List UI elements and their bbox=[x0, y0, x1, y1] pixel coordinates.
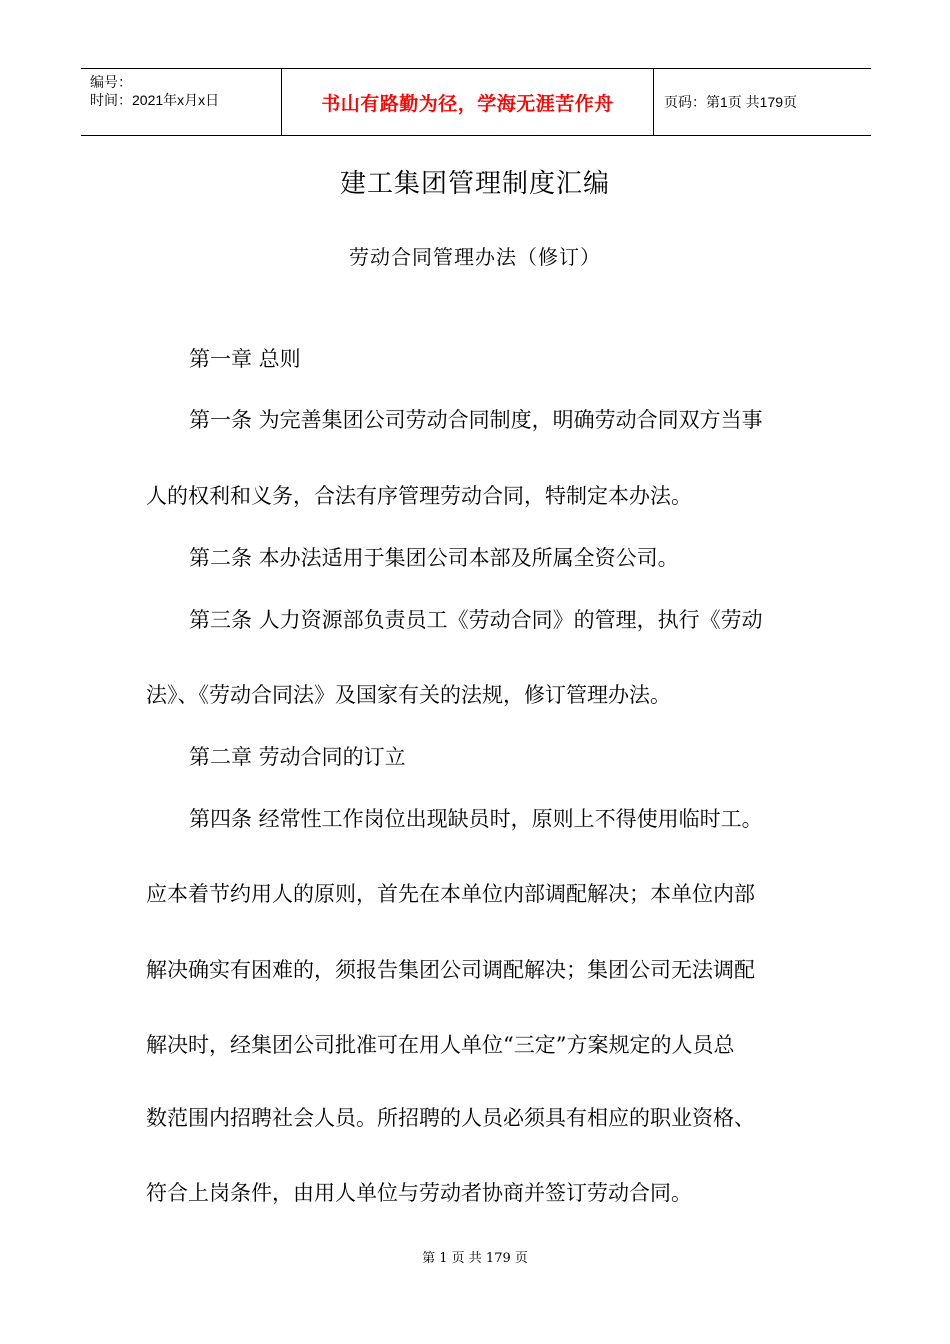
article-4-line-4: 解决时，经集团公司批准可在用人单位“三定”方案规定的人员总 bbox=[146, 1033, 735, 1057]
header-motto: 书山有路勤为径，学海无涯苦作舟 bbox=[321, 92, 614, 115]
header-meta-cell bbox=[81, 69, 282, 135]
document-title: 建工集团管理制度汇编 bbox=[339, 169, 610, 199]
article-4-line-2: 应本着节约用人的原则，首先在本单位内部调配解决；本单位内部 bbox=[146, 882, 755, 906]
article-4-line-6: 符合上岗条件，由用人单位与劳动者协商并签订劳动合同。 bbox=[146, 1181, 692, 1205]
article-4-line-1: 第四条 经常性工作岗位出现缺员时，原则上不得使用临时工。 bbox=[189, 807, 763, 831]
chapter-2-heading: 第二章 劳动合同的订立 bbox=[189, 745, 406, 769]
chapter-1-heading: 第一章 总则 bbox=[189, 347, 301, 371]
article-4-line-5: 数范围内招聘社会人员。所招聘的人员必须具有相应的职业资格、 bbox=[146, 1106, 755, 1130]
header-page-info: 页码：第1页 共179页 bbox=[664, 94, 798, 110]
article-1-line-1: 第一条 为完善集团公司劳动合同制度，明确劳动合同双方当事 bbox=[189, 408, 763, 432]
header-page-cell bbox=[654, 69, 871, 135]
document-number-label: 编号： bbox=[90, 74, 132, 90]
document-subtitle: 劳动合同管理办法（修订） bbox=[349, 245, 601, 269]
article-4-line-3: 解决确实有困难的，须报告集团公司调配解决；集团公司无法调配 bbox=[146, 958, 755, 982]
document-header bbox=[81, 68, 871, 136]
header-motto-cell bbox=[282, 69, 654, 135]
article-2-line-1: 第二条 本办法适用于集团公司本部及所属全资公司。 bbox=[189, 546, 679, 570]
article-3-line-2: 法》、《劳动合同法》及国家有关的法规，修订管理办法。 bbox=[146, 683, 671, 707]
document-time-label: 时间：2021年x月x日 bbox=[90, 92, 220, 108]
article-3-line-1: 第三条 人力资源部负责员工《劳动合同》的管理，执行《劳动 bbox=[189, 608, 763, 632]
article-1-line-2: 人的权利和义务，合法有序管理劳动合同，特制定本办法。 bbox=[146, 484, 692, 508]
page-footer: 第 1 页 共 179 页 bbox=[422, 1251, 528, 1266]
